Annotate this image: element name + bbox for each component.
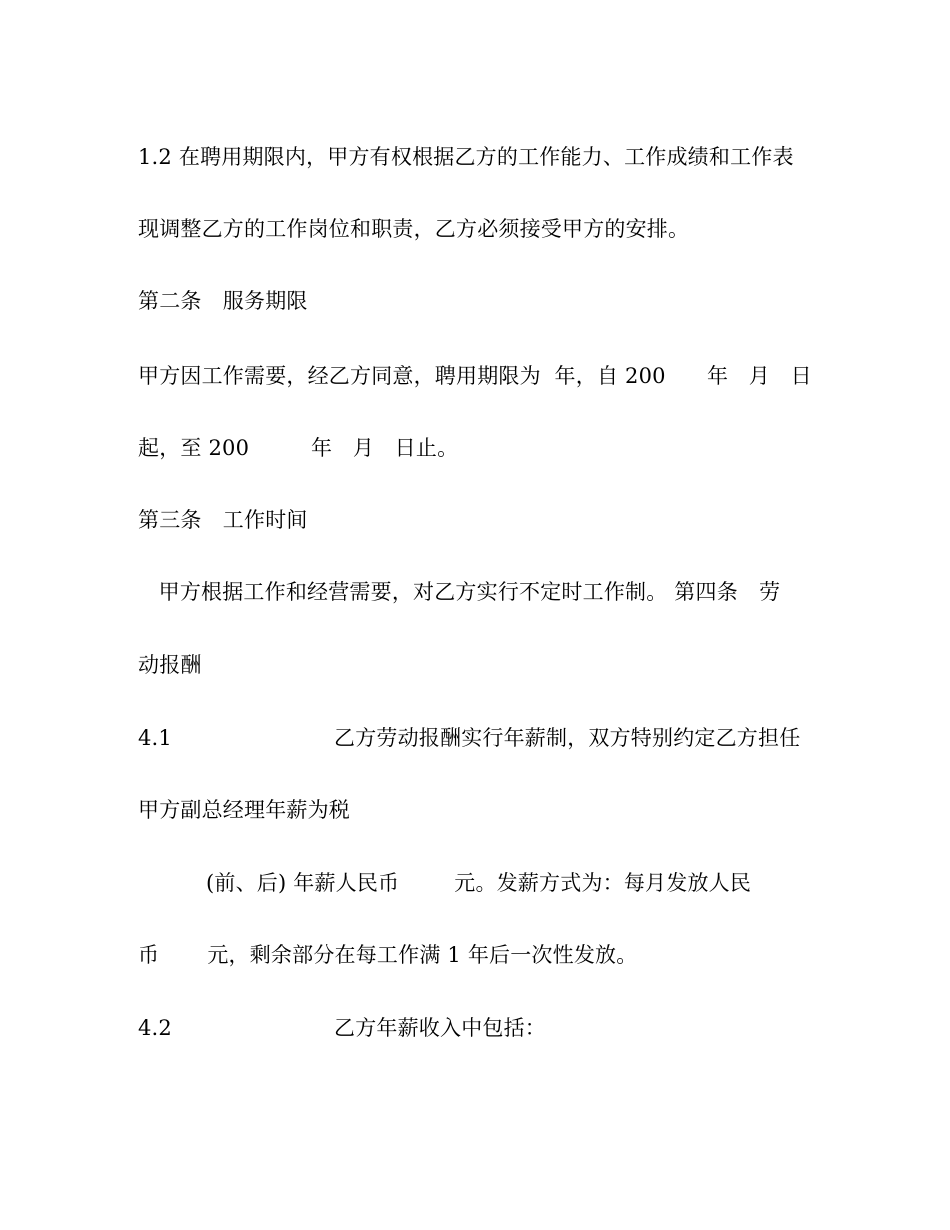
clause-4-1-number: 4.1: [138, 726, 172, 750]
article-3-body-line-1: 甲方根据工作和经营需要，对乙方实行不定时工作制。 第四条 劳: [138, 580, 781, 604]
article-3-heading: 第三条 工作时间: [138, 508, 308, 532]
article-2-heading: 第二条 服务期限: [138, 289, 308, 313]
clause-4-1-payment-line: 币 元，剩余部分在每工作满 1 年后一次性发放。: [138, 943, 638, 967]
clause-4-2-number: 4.2: [138, 1016, 172, 1040]
article-2-body-line-2: 起，至 200 年 月 日止。: [138, 436, 459, 460]
clause-4-1-line-2: 甲方副总经理年薪为税: [138, 798, 350, 822]
article-2-body-line-1: 甲方因工作需要，经乙方同意，聘用期限为 年，自 200 年 月 日: [138, 364, 812, 388]
article-4-heading-continued: 动报酬: [138, 653, 202, 677]
clause-4-2-text: 乙方年薪收入中包括：: [334, 1016, 546, 1040]
clause-4-1-salary-line: (前、后) 年薪人民币 元。发薪方式为：每月发放人民: [206, 871, 752, 895]
paragraph-1-2-line-2: 现调整乙方的工作岗位和职责，乙方必须接受甲方的安排。: [138, 217, 690, 241]
paragraph-1-2-line-1: 1.2 在聘用期限内，甲方有权根据乙方的工作能力、工作成绩和工作表: [138, 145, 794, 169]
clause-4-1-text: 乙方劳动报酬实行年薪制，双方特别约定乙方担任: [334, 726, 801, 750]
